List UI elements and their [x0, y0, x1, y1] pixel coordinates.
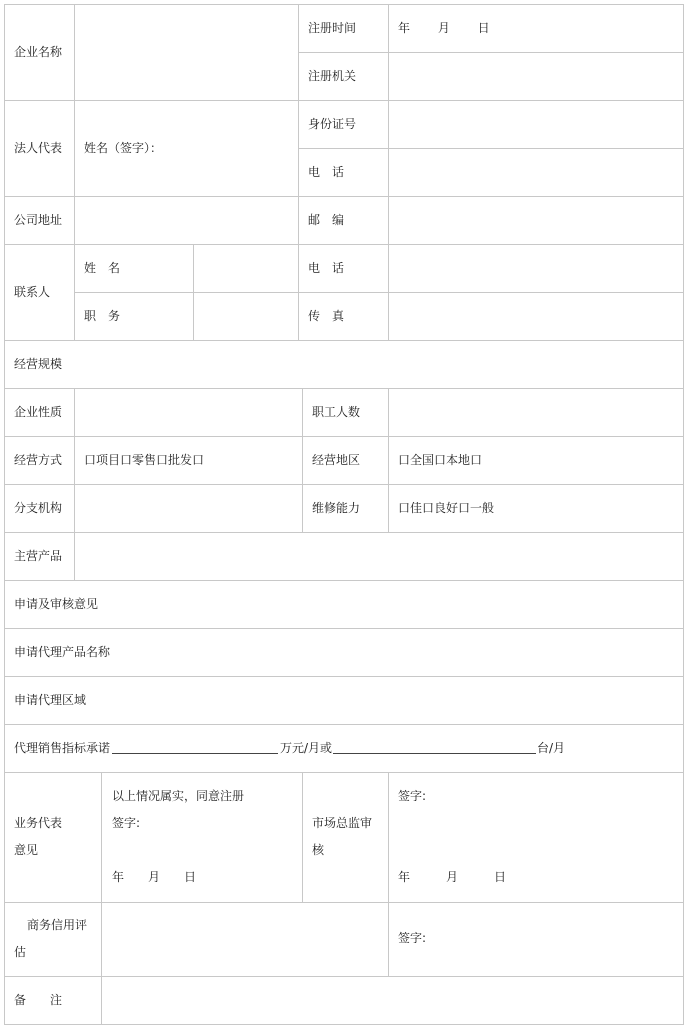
- grid-line: [4, 580, 684, 581]
- company-address-label: 公司地址: [14, 213, 63, 227]
- grid-line: [193, 244, 194, 340]
- grid-line: [4, 1024, 684, 1025]
- reg-authority-label: 注册机关: [308, 69, 357, 83]
- biz-rep-opinion-label-2: 意见: [14, 843, 39, 857]
- sales-units-underline: [333, 753, 536, 754]
- grid-line: [4, 902, 684, 903]
- grid-line: [4, 772, 684, 773]
- grid-line: [4, 388, 684, 389]
- enterprise-nature-label: 企业性质: [14, 405, 63, 419]
- grid-line: [4, 724, 684, 725]
- grid-line: [298, 148, 684, 149]
- employee-count-label: 职工人数: [312, 405, 361, 419]
- market-director-label-1: 市场总监审: [312, 816, 373, 830]
- credit-eval-label-2: 估: [14, 945, 27, 959]
- grid-line: [4, 484, 684, 485]
- grid-line: [4, 628, 684, 629]
- fax-label: 传 真: [308, 309, 345, 323]
- grid-line: [4, 4, 5, 1025]
- id-number-label: 身份证号: [308, 117, 357, 131]
- business-mode-options: 口项目口零售口批发口: [84, 453, 205, 467]
- apply-product-name-label: 申请代理产品名称: [14, 645, 111, 659]
- business-area-options: 口全国口本地口: [398, 453, 483, 467]
- grid-line: [74, 388, 75, 580]
- grid-line: [4, 976, 684, 977]
- grid-line: [101, 772, 102, 902]
- biz-rep-date: 年 月 日: [112, 870, 197, 884]
- grid-line: [388, 4, 389, 340]
- legal-name-sign: 姓名（签字）：: [84, 141, 163, 155]
- business-scale-label: 经营规模: [14, 357, 63, 371]
- grid-line: [4, 436, 684, 437]
- phone-label: 电 话: [308, 165, 345, 179]
- grid-line: [298, 4, 299, 340]
- repair-options: 口佳口良好口一般: [398, 501, 495, 515]
- apply-region-label: 申请代理区域: [14, 693, 87, 707]
- grid-line: [388, 902, 389, 976]
- apply-opinion-label: 申请及审核意见: [14, 597, 99, 611]
- grid-line: [74, 4, 75, 340]
- biz-rep-opinion-label-1: 业务代表: [14, 816, 63, 830]
- grid-line: [302, 388, 303, 532]
- grid-line: [388, 388, 389, 532]
- grid-line: [101, 902, 102, 1024]
- sales-commit-label: 代理销售指标承诺: [14, 741, 111, 755]
- grid-line: [683, 4, 684, 1025]
- grid-line: [74, 292, 684, 293]
- contact-title-label: 职 务: [84, 309, 121, 323]
- repair-ability-label: 维修能力: [312, 501, 361, 515]
- main-products-label: 主营产品: [14, 549, 63, 563]
- contact-name-label: 姓 名: [84, 261, 121, 275]
- grid-line: [4, 676, 684, 677]
- sales-commit-unit-1: 万元/月或: [280, 741, 333, 755]
- grid-line: [4, 196, 684, 197]
- credit-sign-label: 签字:: [398, 931, 427, 945]
- sales-commit-unit-2: 台/月: [537, 741, 566, 755]
- branches-label: 分支机构: [14, 501, 63, 515]
- grid-line: [4, 100, 684, 101]
- contact-person-label: 联系人: [14, 285, 51, 299]
- grid-line: [4, 532, 684, 533]
- legal-rep-label: 法人代表: [14, 141, 63, 155]
- biz-rep-sign-label: 签字:: [112, 816, 141, 830]
- confirm-text: 以上情况属实，同意注册: [112, 789, 245, 803]
- grid-line: [388, 772, 389, 902]
- grid-line: [4, 4, 684, 5]
- contact-phone-label: 电 话: [308, 261, 345, 275]
- company-name-label: 企业名称: [14, 45, 63, 59]
- credit-eval-label-1: 商务信用评: [27, 918, 88, 932]
- grid-line: [4, 244, 684, 245]
- sales-amount-underline: [112, 753, 278, 754]
- market-sign-label: 签字:: [398, 789, 427, 803]
- reg-time-label: 注册时间: [308, 21, 357, 35]
- grid-line: [302, 772, 303, 902]
- grid-line: [298, 52, 684, 53]
- market-date: 年 月 日: [398, 870, 507, 884]
- postcode-label: 邮 编: [308, 213, 345, 227]
- remarks-label: 备 注: [14, 993, 63, 1007]
- business-mode-label: 经营方式: [14, 453, 63, 467]
- market-director-label-2: 核: [312, 843, 325, 857]
- reg-time-value: 年 月 日: [398, 21, 490, 35]
- grid-line: [4, 340, 684, 341]
- business-area-label: 经营地区: [312, 453, 361, 467]
